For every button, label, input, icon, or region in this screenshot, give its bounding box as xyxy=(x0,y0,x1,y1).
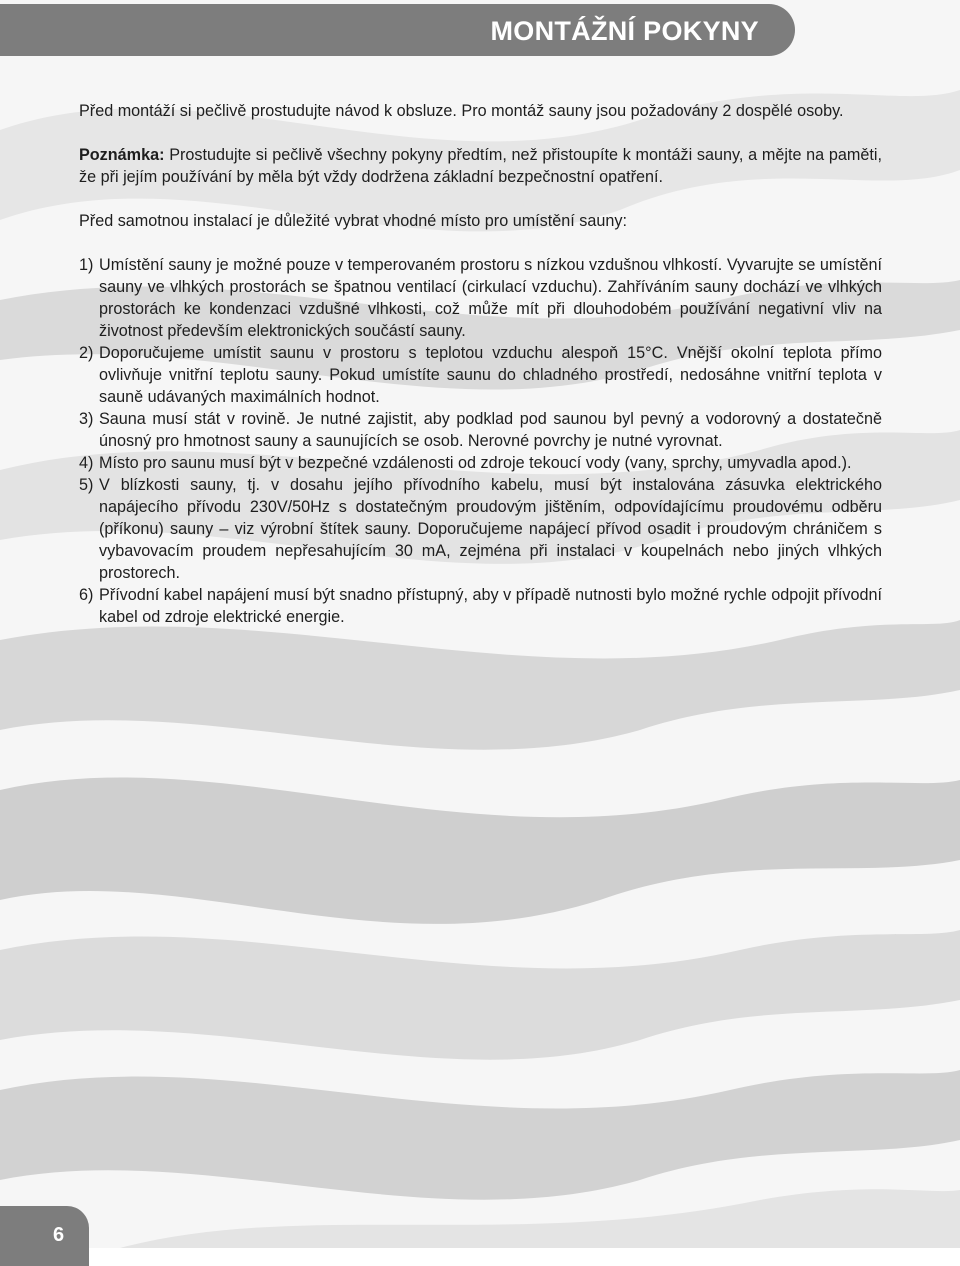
page-number-tab xyxy=(0,1206,89,1266)
list-item xyxy=(79,408,882,452)
list-item-text: V blízkosti sauny, tj. v dosahu jejího přívodního kabelu, musí být instalována zásuvka elektrického napájecího přívodu 230V/50Hz s dostatečným proudovým jištěním, odpovídajícímu proudovému odběru (příkonu) sauny – viz výrobní štítek sauny. Doporučujeme napájecí přívod osadit i proudovým chráničem s vybavovacím proudem nepřesahujícím 30 mA, zejména při instalaci v koupelnách nebo jiných vlhkých prostorech. xyxy=(99,476,882,582)
note-label: Poznámka: xyxy=(79,146,165,164)
list-item-text: Sauna musí stát v rovině. Je nutné zajistit, aby podklad pod saunou byl pevný a vodorovný a dostatečně únosný pro hmotnost sauny a saunujících se osob. Nerovné povrchy je nutné vyrovnat. xyxy=(99,410,882,450)
list-item xyxy=(79,342,882,408)
list-item-number: 5) xyxy=(79,476,94,494)
list-item xyxy=(79,452,882,474)
intro-paragraph: Před montáží si pečlivě prostudujte návod k obsluze. Pro montáž sauny jsou požadovány 2 dospělé osoby. xyxy=(79,102,844,120)
note-text: Prostudujte si pečlivě všechny pokyny předtím, než přistoupíte k montáži sauny, a mějte na paměti, že při jejím používání by měla být vždy dodržena základní bezpečnostní opatření. xyxy=(79,146,882,186)
document-body xyxy=(79,100,882,628)
list-item-text: Doporučujeme umístit saunu v prostoru s teplotou vzduchu alespoň 15°C. Vnější okolní teplota přímo ovlivňuje vnitřní teplotu sauny. Pokud umístíte saunu do chladného prostředí, nedosáhne vnitřní teplota v sauně udávaných maximálních hodnot. xyxy=(99,344,882,406)
list-item-number: 1) xyxy=(79,256,94,274)
lead-paragraph: Před samotnou instalací je důležité vybrat vhodné místo pro umístění sauny: xyxy=(79,212,627,230)
list-item xyxy=(79,474,882,584)
note-paragraph xyxy=(79,144,882,188)
page-number: 6 xyxy=(53,1224,65,1246)
list-item-number: 6) xyxy=(79,586,94,604)
list-item-number: 4) xyxy=(79,454,94,472)
list-item xyxy=(79,254,882,342)
section-header-band xyxy=(0,4,795,56)
list-item-number: 2) xyxy=(79,344,94,362)
list-item-text: Umístění sauny je možné pouze v temperovaném prostoru s nízkou vzdušnou vlhkostí. Vyvarujte se umístění sauny ve vlhkých prostorách se špatnou ventilací (cirkulací vzduchu). Zahříváním sauny dochází ve vlhkých prostorách ke kondenzaci vzdušné vlhkosti, což může mít při dlouhodobém používání negativní vliv na životnost především elektronických součástí sauny. xyxy=(99,256,882,340)
requirements-list xyxy=(79,254,882,628)
list-item xyxy=(79,584,882,628)
list-item-number: 3) xyxy=(79,410,94,428)
list-item-text: Místo pro saunu musí být v bezpečné vzdálenosti od zdroje tekoucí vody (vany, sprchy, umyvadla apod.). xyxy=(99,454,852,472)
list-item-text: Přívodní kabel napájení musí být snadno přístupný, aby v případě nutnosti bylo možné rychle odpojit přívodní kabel od zdroje elektrické energie. xyxy=(99,586,882,626)
section-title: MONTÁŽNÍ POKYNY xyxy=(490,16,759,46)
